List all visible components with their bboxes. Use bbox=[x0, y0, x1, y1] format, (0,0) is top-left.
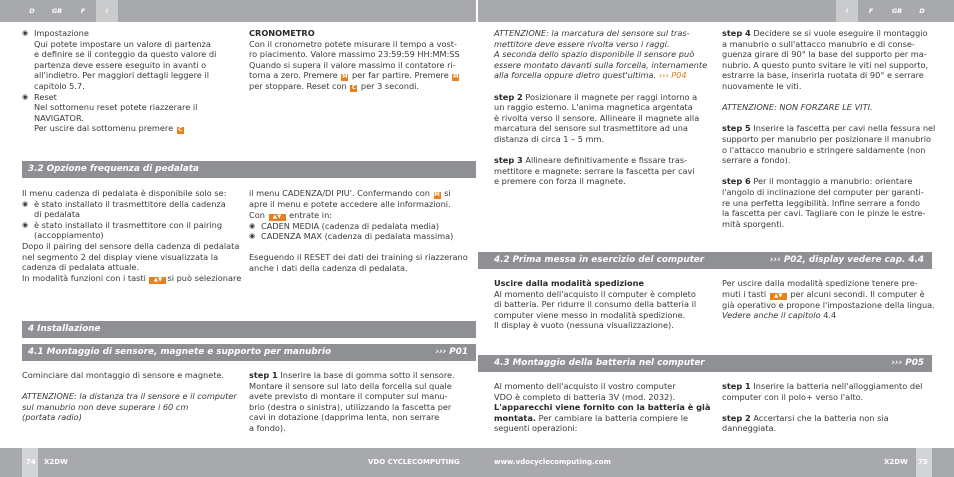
text-line: seguenti operazioni: bbox=[494, 423, 578, 434]
text-line: marcatura del sensore sul trasmettitore ad una bbox=[494, 123, 688, 134]
text-line: Con il cronometro potete misurare il tempo a vost- bbox=[249, 38, 457, 49]
text-line: sul manubrio non deve superare i 60 cm bbox=[22, 401, 189, 412]
step-line bbox=[249, 370, 471, 381]
figure-ref: ››› P01 bbox=[435, 347, 468, 357]
section-title: 3.2 Opzione frequenza di pedalata bbox=[28, 164, 199, 174]
text-line: all'indietro. Per maggiori dettagli leggere il bbox=[34, 70, 209, 81]
key-c-icon: C bbox=[351, 85, 356, 92]
step-line bbox=[722, 176, 944, 187]
text-line: nubrio. A questo punto svitare le viti nel supporto, bbox=[722, 59, 929, 70]
text-line: mettitore deve essere rivolta verso i raggi. bbox=[494, 38, 670, 49]
text-span: Per il montaggio a manubrio: orientare bbox=[750, 176, 913, 187]
text-line: re una perfetta leggibilità. Infine serrare a fondo bbox=[722, 197, 921, 208]
p75-right-top bbox=[722, 28, 944, 229]
bullet-title-reset: Reset bbox=[34, 91, 57, 102]
bullet-icon: ◉ bbox=[22, 29, 29, 37]
lang-tab-i-left-active: I bbox=[96, 0, 118, 22]
text-line: ATTENZIONE: la marcatura del sensore sul tras- bbox=[494, 28, 690, 38]
key-updown-icon: ▲▼ bbox=[770, 293, 787, 300]
text-span: torna a zero. Premere bbox=[249, 70, 338, 81]
text-span: si bbox=[444, 188, 451, 198]
bullet-icon: ◉ bbox=[22, 199, 29, 208]
bullet-title-impostazione: Impostazione bbox=[34, 28, 89, 38]
text-span: 4.4 bbox=[823, 310, 837, 321]
text-span: alla forcella oppure dietro quest'ultima. bbox=[494, 70, 657, 81]
text-line: apre il menu e potete accedere alle informazioni. bbox=[249, 199, 451, 209]
text-line: a manubrio o sull'attacco manubrio e di conse- bbox=[722, 38, 915, 49]
lang-tab-f-left: F bbox=[80, 7, 86, 15]
text-line: mettitore e magnete: serrare la fascetta per cavi bbox=[494, 165, 695, 176]
text-line: essere montato davanti sulla forcella, internamente bbox=[494, 59, 708, 70]
text-line: e definire se il conteggio da questo valore di bbox=[34, 49, 217, 60]
model-name-right: X2DW bbox=[884, 458, 908, 466]
mixed-line bbox=[494, 413, 716, 424]
text-span: per 3 secondi. bbox=[360, 81, 420, 92]
bullet-icon: ◉ bbox=[249, 221, 256, 230]
section-title: 4.2 Prima messa in esercizio del computer bbox=[494, 255, 705, 265]
step-label: step 3 bbox=[494, 155, 523, 166]
text-span: per stoppare. Reset con bbox=[249, 81, 347, 92]
text-line: ATTENZIONE: NON FORZARE LE VITI. bbox=[722, 102, 873, 113]
p75-left-top bbox=[494, 28, 716, 187]
text-span: si può selezionare bbox=[167, 272, 242, 283]
section-title: 4.1 Montaggio di sensore, magnete e supporto per manubrio bbox=[28, 347, 332, 357]
cronometro-block bbox=[249, 28, 469, 92]
step-label: step 1 bbox=[722, 381, 751, 391]
text-line: Eseguendo il RESET dei dati dei training si riazzerano bbox=[249, 252, 468, 263]
lang-tab-d-left: D bbox=[29, 7, 35, 15]
key-updown-icon: ▲▼ bbox=[149, 277, 166, 284]
lang-tab-gb-right: GB bbox=[891, 7, 903, 15]
see-chapter-line bbox=[722, 310, 944, 321]
text-line: VDO è completo di batteria 3V (mod. 2032). bbox=[494, 391, 676, 402]
text-line: l'angolo di inclinazione del computer per garanti- bbox=[722, 186, 924, 197]
text-line: (accoppiamento) bbox=[34, 230, 104, 241]
brand-name: VDO CYCLECOMPUTING bbox=[368, 458, 460, 466]
text-line: Quando si supera il valore massimo il contatore ri- bbox=[249, 59, 456, 70]
text-line: nel segmento 2 del display viene visualizzata la bbox=[22, 251, 219, 262]
text-line: A seconda dello spazio disponibile il sensore può bbox=[494, 49, 695, 60]
text-line: serrare a fondo). bbox=[722, 155, 791, 166]
key-m-icon: M bbox=[453, 74, 459, 81]
text-line: brio (destra o sinistra), utilizzando la fascetta per bbox=[249, 401, 452, 412]
section-header-4-1 bbox=[22, 344, 476, 361]
key-updown-icon: ▲▼ bbox=[269, 214, 286, 221]
section-title: 4.3 Montaggio della batteria nel computer bbox=[494, 358, 705, 368]
keys-line bbox=[722, 289, 944, 300]
text-line: Dopo il pairing del sensore della cadenza di pedalata bbox=[22, 240, 240, 251]
text-span: CADENZA MAX (cadenza di pedalata massima) bbox=[261, 231, 454, 242]
bullet-icon: ◉ bbox=[22, 220, 29, 229]
step-line bbox=[494, 155, 716, 166]
text-line: L'apparecchi viene fornito con la batteria è già bbox=[494, 402, 711, 413]
text-line: un raggio esterno. L'anima magnetica argentata bbox=[494, 102, 693, 113]
text-span: montata. bbox=[494, 412, 536, 423]
text-line: avete previsto di montare il computer sul manu- bbox=[249, 391, 448, 402]
text-line: già operativo e propone l'impostazione della lingua. bbox=[722, 299, 935, 310]
bullet-icon: ◉ bbox=[249, 232, 256, 241]
key-m-icon: M bbox=[434, 192, 440, 198]
step-line bbox=[722, 28, 944, 39]
sec43-left bbox=[494, 381, 716, 434]
section-header-4-2 bbox=[478, 252, 932, 269]
text-line: (portata radio) bbox=[22, 412, 82, 423]
page-number-left: 74 bbox=[26, 458, 36, 466]
figure-ref: ››› P04 bbox=[658, 70, 687, 81]
text-span: Posizionare il magnete per raggi intorno a bbox=[522, 91, 698, 102]
att-ref-line bbox=[494, 70, 716, 81]
step-line bbox=[722, 381, 944, 392]
text-line: Al momento dell'acquisto il vostro computer bbox=[494, 381, 676, 391]
crono-stop-line bbox=[249, 81, 469, 92]
text-line: Cominciare dal montaggio di sensore e magnete. bbox=[22, 370, 225, 380]
sec43-right bbox=[722, 381, 944, 434]
text-span: Con bbox=[249, 209, 265, 220]
text-span: per alcuni secondi. Il computer è bbox=[790, 288, 925, 299]
text-line: di pedalata bbox=[34, 209, 81, 220]
text-line: Il menu cadenza di pedalata è disponibile solo se: bbox=[22, 188, 227, 198]
text-line: nuovamente le viti. bbox=[722, 80, 802, 91]
text-span: Decidere se si vuole eseguire il montaggio bbox=[750, 28, 928, 38]
text-span: Inserire la base di gomma sotto il sensore. bbox=[277, 370, 455, 380]
lang-tab-f-right: F bbox=[868, 7, 874, 15]
confirm-line bbox=[249, 188, 471, 199]
step-label: step 2 bbox=[722, 412, 751, 423]
step-line bbox=[494, 92, 716, 103]
section-header-4-3 bbox=[478, 355, 932, 372]
website-link[interactable]: www.vdocyclecomputing.com bbox=[494, 458, 611, 466]
sec32-right bbox=[249, 188, 471, 274]
cronometro-title: CRONOMETRO bbox=[249, 28, 315, 38]
step-label: step 2 bbox=[494, 91, 523, 102]
sec41-left bbox=[22, 370, 244, 423]
enter-line bbox=[249, 210, 471, 221]
text-span: Per cambiare la batteria compiere le bbox=[535, 412, 689, 423]
text-span: Per uscire dal sottomenu premere bbox=[34, 123, 174, 134]
text-line: ro piacimento. Valore massimo 23:59:59 HH:MM:SS bbox=[249, 49, 460, 60]
text-span: entrate in: bbox=[289, 209, 333, 220]
sec42-left bbox=[494, 278, 716, 331]
model-name-left: X2DW bbox=[44, 458, 68, 466]
step-label: step 6 bbox=[722, 176, 751, 187]
section-header-4 bbox=[22, 321, 476, 338]
exit-submenu-line bbox=[34, 123, 242, 134]
step-label: step 4 bbox=[722, 28, 751, 38]
text-line: a fondo). bbox=[249, 422, 286, 433]
settings-bullets bbox=[22, 28, 242, 134]
sec32-left bbox=[22, 188, 244, 284]
text-line: computer con il polo+ verso l'alto. bbox=[722, 391, 864, 402]
text-line: computer viene messo in modalità spedizione. bbox=[494, 309, 686, 320]
lang-tab-i-right-active: I bbox=[836, 0, 858, 22]
text-span: per far partire. Premere bbox=[351, 70, 449, 81]
section-title: 4 Installazione bbox=[28, 324, 101, 334]
step-label: step 5 bbox=[722, 123, 751, 134]
text-line: guenza girare di 90° la base del supporto per ma- bbox=[722, 49, 927, 60]
text-line: Al momento dell'acquisto il computer è completo bbox=[494, 288, 696, 299]
mode-line bbox=[22, 273, 244, 284]
text-line: mità sporgenti. bbox=[722, 218, 785, 229]
page-spine bbox=[476, 0, 478, 477]
text-line: Montare il sensore sul lato della forcella sul quale bbox=[249, 380, 452, 391]
text-span: il menu CADENZA/DI PIU'. Confermando con bbox=[249, 188, 430, 198]
text-line: cavi in dotazione (dapprima lenta, non serrare bbox=[249, 412, 440, 423]
text-line: capitolo 5.7. bbox=[34, 80, 85, 91]
text-span: Vedere anche il capitolo bbox=[722, 310, 821, 321]
text-line: estrarre la base, inserirla ruotata di 90° e serrare bbox=[722, 70, 924, 81]
text-span: è stato installato il trasmettitore della cadenza bbox=[34, 198, 226, 209]
text-line: cadenza di pedalata attuale. bbox=[22, 262, 140, 273]
text-span: muti i tasti bbox=[722, 288, 767, 299]
sec42-right bbox=[722, 278, 944, 321]
key-c-icon: C bbox=[178, 127, 183, 134]
step-label: step 1 bbox=[249, 370, 278, 380]
sec41-right bbox=[249, 370, 471, 434]
step-line bbox=[722, 123, 944, 134]
text-span: Accertarsi che la batteria non sia danneggiata. bbox=[722, 412, 889, 434]
text-line: Qui potete impostare un valore di partenza bbox=[34, 38, 211, 49]
text-span: In modalità funzioni con i tasti bbox=[22, 272, 146, 283]
figure-ref: ››› P02, display vedere cap. 4.4 bbox=[769, 255, 924, 265]
lang-tab-d-right: D bbox=[919, 7, 925, 15]
text-line: o l'attacco manubrio e stringere saldamente (non bbox=[722, 144, 926, 155]
page-number-right: 75 bbox=[918, 458, 928, 466]
text-line: Per uscire dalla modalità spedizione tenere pre- bbox=[722, 278, 918, 288]
text-line: Il display è vuoto (nessuna visualizzazione). bbox=[494, 320, 674, 331]
step-line bbox=[722, 413, 944, 434]
key-m-icon: M bbox=[342, 74, 348, 81]
crono-start-line bbox=[249, 70, 469, 81]
text-line: la fascetta per cavi. Tagliare con le pinze le estre- bbox=[722, 208, 926, 219]
footer-bar bbox=[0, 448, 954, 477]
figure-ref: ››› P05 bbox=[891, 358, 924, 368]
text-span: Inserire la fascetta per cavi nella fessura nel bbox=[750, 123, 936, 134]
text-line: partenza deve essere eseguito in avanti o bbox=[34, 59, 207, 70]
text-line: ATTENZIONE: la distanza tra il sensore e il computer bbox=[22, 391, 237, 402]
text-line: Nel sottomenu reset potete riazzerare il bbox=[34, 102, 198, 113]
text-line: è rivolta verso il sensore. Allineare il magnete alla bbox=[494, 112, 700, 123]
subsection-title: Uscire dalla modalità spedizione bbox=[494, 278, 644, 288]
bullet-icon: ◉ bbox=[22, 92, 29, 101]
text-span: Inserire la batteria nell'alloggiamento del bbox=[750, 381, 923, 391]
text-line: anche i dati della cadenza di pedalata. bbox=[249, 262, 408, 273]
text-line: e premere con forza il magnete. bbox=[494, 176, 626, 187]
text-span: Allineare definitivamente e fissare tras- bbox=[522, 155, 688, 166]
text-line: di batteria. Per ridurre il consumo della batteria il bbox=[494, 299, 697, 310]
text-line: NAVIGATOR. bbox=[34, 112, 84, 123]
text-span: è stato installato il trasmettitore con il pairing bbox=[34, 219, 223, 230]
text-line: distanza di circa 1 – 5 mm. bbox=[494, 133, 605, 144]
text-span: CADEN MEDIA (cadenza di pedalata media) bbox=[261, 220, 440, 231]
section-header-3-2 bbox=[22, 161, 476, 178]
lang-tab-gb-left: GB bbox=[51, 7, 63, 15]
text-line: supporto per manubrio per posizionare il manubrio bbox=[722, 133, 932, 144]
